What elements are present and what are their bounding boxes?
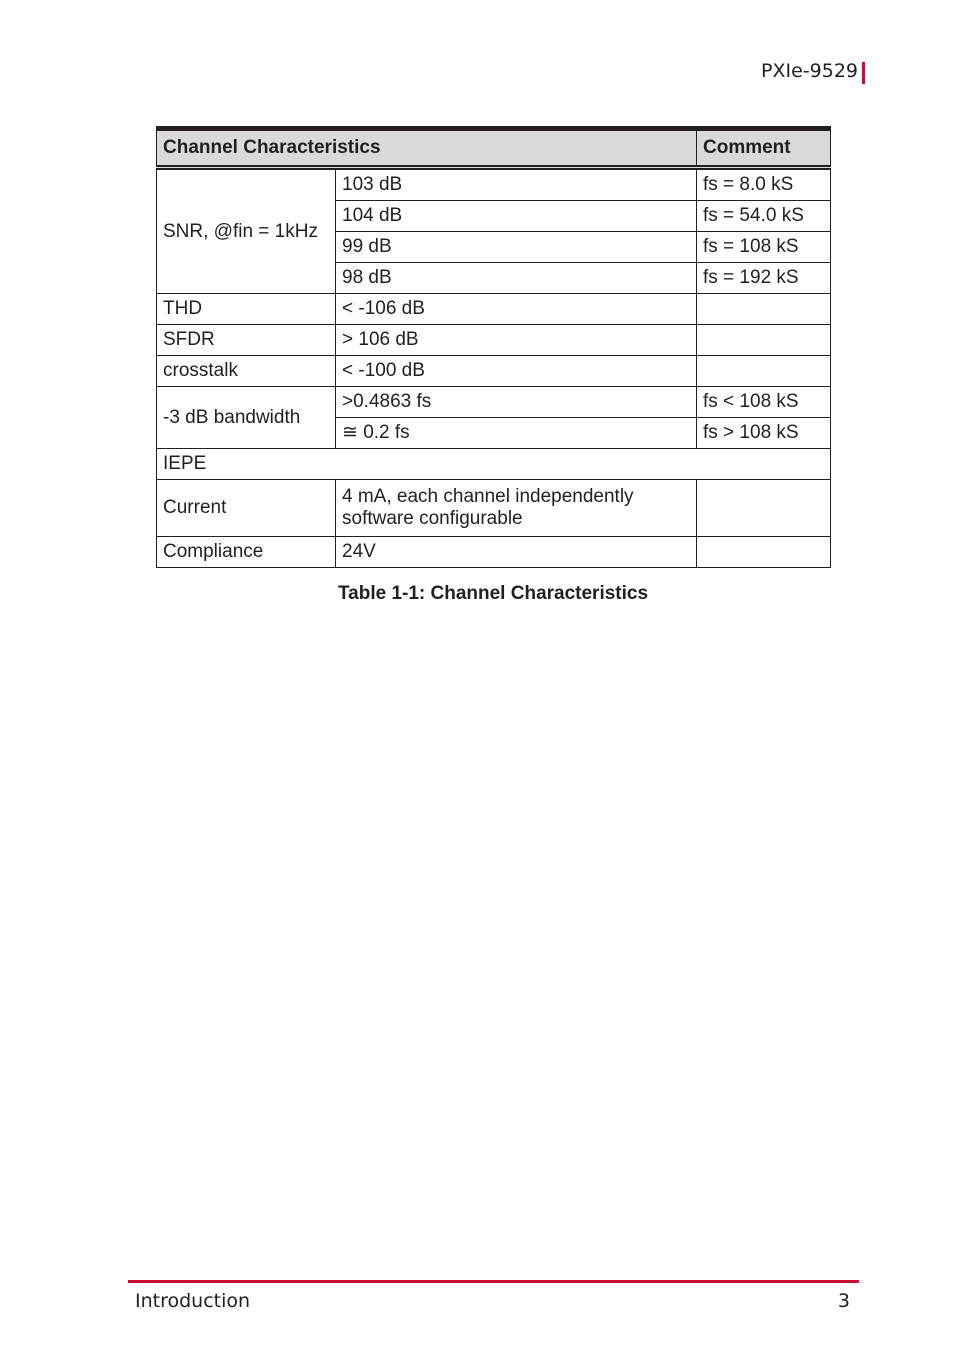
thd-value: < -106 dB (336, 294, 697, 325)
snr-value: 99 dB (336, 232, 697, 263)
bandwidth-comment: fs < 108 kS (697, 387, 831, 418)
current-value (336, 480, 697, 537)
header-accent-bar (862, 62, 865, 84)
page-number: 3 (837, 1290, 850, 1312)
snr-comment: fs = 54.0 kS (697, 201, 831, 232)
sfdr-comment (697, 325, 831, 356)
snr-comment: fs = 108 kS (697, 232, 831, 263)
bandwidth-comment: fs > 108 kS (697, 418, 831, 449)
crosstalk-comment (697, 356, 831, 387)
thd-label: THD (157, 294, 336, 325)
table-row (157, 325, 831, 356)
footer-section-title: Introduction (135, 1290, 251, 1312)
footer-rule (128, 1280, 859, 1283)
thd-comment (697, 294, 831, 325)
compliance-comment (697, 537, 831, 568)
table-row (157, 480, 831, 537)
current-comment (697, 480, 831, 537)
table-row (157, 537, 831, 568)
header-comment: Comment (697, 129, 831, 168)
table-row (157, 168, 831, 201)
sfdr-value: > 106 dB (336, 325, 697, 356)
page-header-title: PXIe-9529 (761, 60, 858, 82)
sfdr-label: SFDR (157, 325, 336, 356)
snr-label: SNR, @fin = 1kHz (157, 168, 336, 294)
snr-value: 103 dB (336, 168, 697, 201)
table-row (157, 356, 831, 387)
table-caption: Table 1-1: Channel Characteristics (337, 583, 649, 604)
snr-value: 104 dB (336, 201, 697, 232)
table-header-row (157, 129, 831, 168)
header-characteristics: Channel Characteristics (157, 129, 697, 168)
crosstalk-value: < -100 dB (336, 356, 697, 387)
current-label: Current (157, 480, 336, 537)
bandwidth-value: ≅ 0.2 fs (336, 418, 697, 449)
table-row (157, 294, 831, 325)
snr-value: 98 dB (336, 263, 697, 294)
bandwidth-value: >0.4863 fs (336, 387, 697, 418)
current-value-line: 4 mA, each channel independently (342, 486, 634, 507)
table-row (157, 449, 831, 480)
compliance-value: 24V (336, 537, 697, 568)
crosstalk-label: crosstalk (157, 356, 336, 387)
current-value-line: software configurable (342, 508, 523, 529)
channel-characteristics-table (156, 126, 831, 568)
snr-comment: fs = 8.0 kS (697, 168, 831, 201)
compliance-label: Compliance (157, 537, 336, 568)
table-row (157, 387, 831, 418)
snr-comment: fs = 192 kS (697, 263, 831, 294)
bandwidth-label: -3 dB bandwidth (157, 387, 336, 449)
iepe-section-label: IEPE (157, 449, 831, 480)
